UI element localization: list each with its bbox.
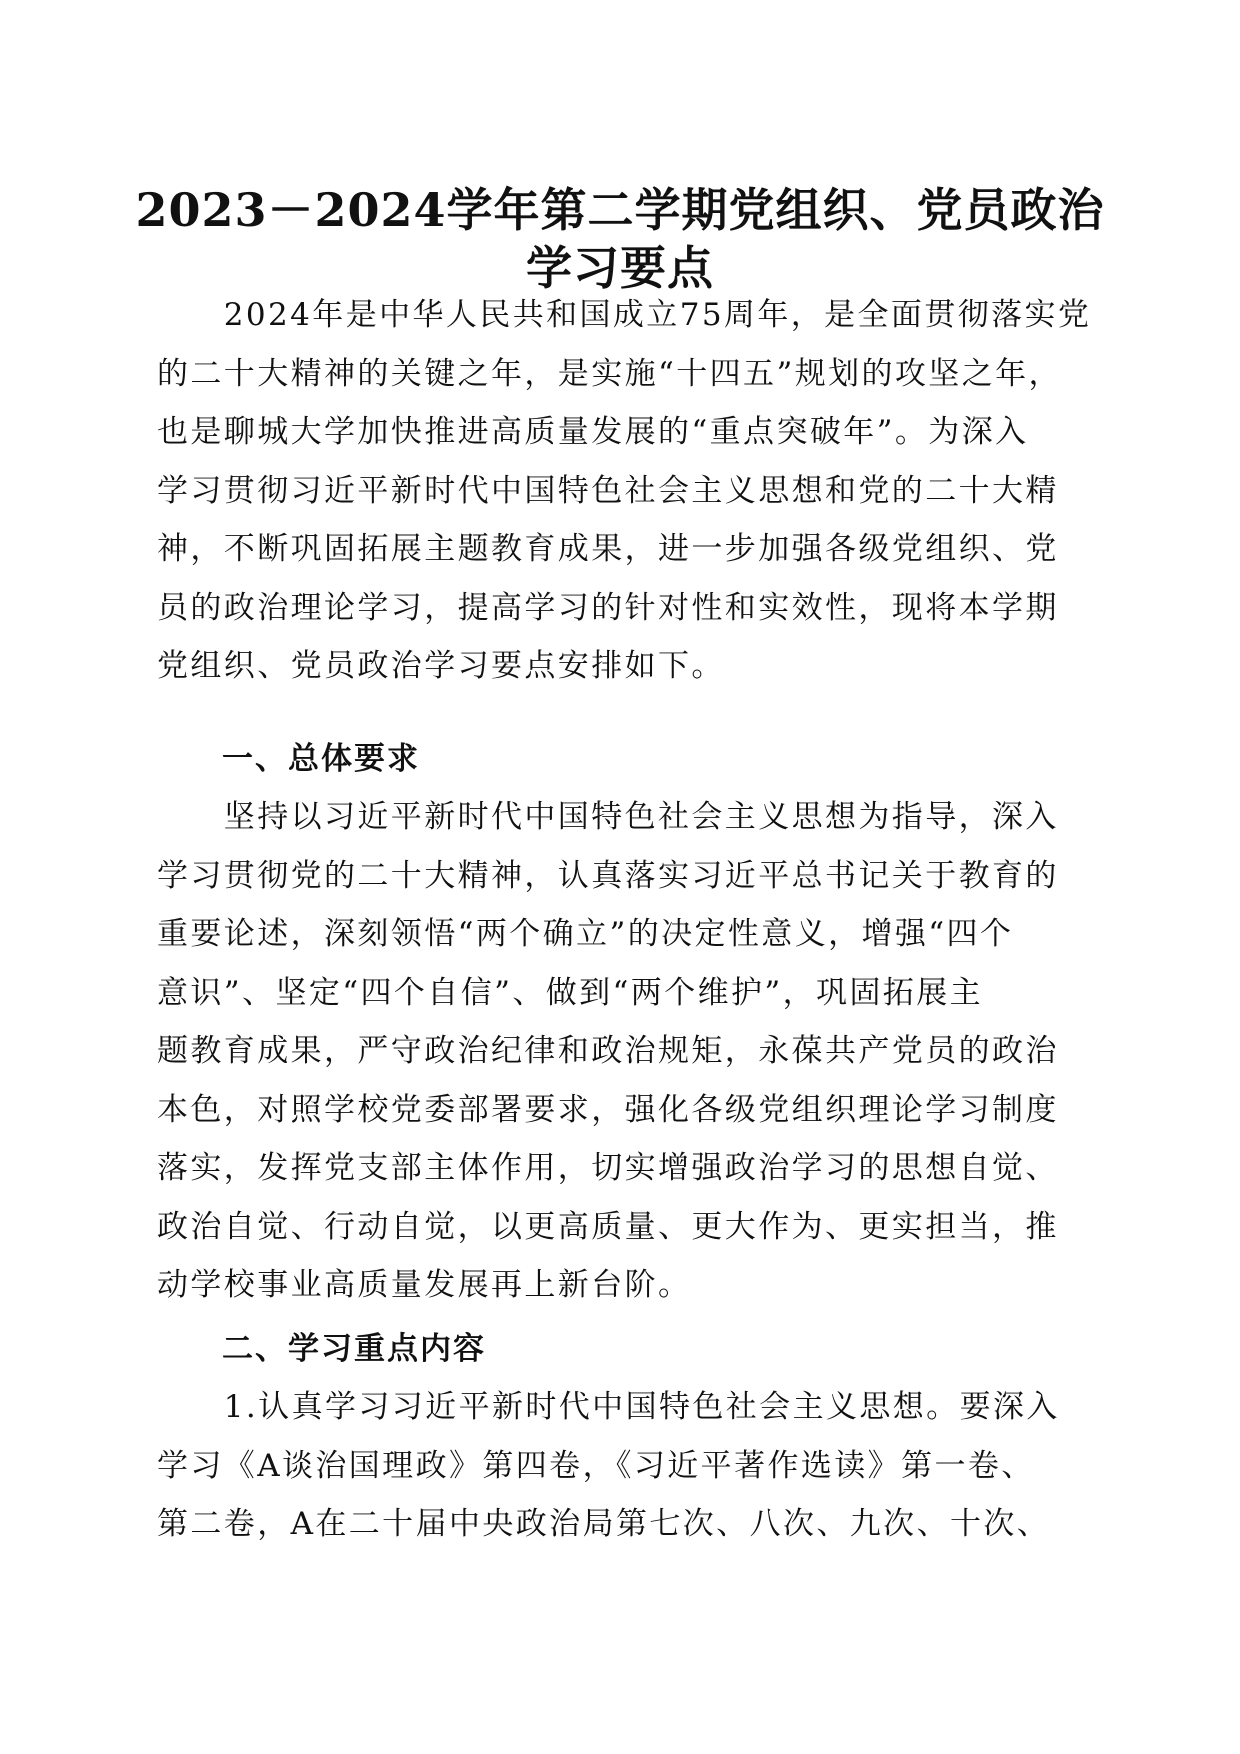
section-1-line: 落实，发挥党支部主体作用，切实增强政治学习的思想自觉、: [157, 1150, 1059, 1186]
section-1-line: 学习贯彻党的二十大精神，认真落实习近平总书记关于教育的: [157, 857, 1059, 894]
section-1-heading: 一、总体要求: [222, 741, 420, 777]
document-title-line-2: 学习要点: [526, 241, 714, 295]
section-2-heading: 二、学习重点内容: [222, 1331, 486, 1367]
intro-line: 2024年是中华人民共和国成立75周年，是全面贯彻落实党: [157, 297, 1092, 333]
section-1-line: 动学校事业高质量发展再上新台阶。: [157, 1267, 692, 1303]
intro-line: 员的政治理论学习，提高学习的针对性和实效性，现将本学期: [157, 589, 1059, 626]
section-1-paragraph: [157, 788, 1092, 1315]
intro-line: 党组织、党员政治学习要点安排如下。: [157, 648, 725, 684]
section-1-line: 政治自觉、行动自觉，以更高质量、更大作为、更实担当，推: [157, 1208, 1059, 1245]
section-2-line: 1.认真学习习近平新时代中国特色社会主义思想。要深入: [157, 1389, 1060, 1425]
section-2-paragraph: [157, 1378, 1092, 1554]
intro-line: 也是聊城大学加快推进高质量发展的“重点突破年”。为深入: [157, 414, 1029, 450]
section-1-line: 重要论述，深刻领悟“两个确立”的决定性意义，增强“四个: [157, 916, 1014, 952]
section-1-line: 坚持以习近平新时代中国特色社会主义思想为指导，深入: [157, 799, 1059, 835]
intro-line: 学习贯彻习近平新时代中国特色社会主义思想和党的二十大精: [157, 472, 1059, 509]
intro-line: 的二十大精神的关键之年，是实施“十四五”规划的攻坚之年，: [157, 355, 1062, 392]
section-2-line: 学习《A谈治国理政》第四卷，《习近平著作选读》第一卷、: [157, 1447, 1035, 1484]
document-title-line-1: 2023－2024学年第二学期党组织、党员政治: [135, 183, 1105, 237]
section-1-line: 本色，对照学校党委部署要求，强化各级党组织理论学习制度: [157, 1091, 1059, 1128]
section-1-line: 意识”、坚定“四个自信”、做到“两个维护”，巩固拓展主: [157, 974, 984, 1011]
section-2-line: 第二卷，A在二十届中央政治局第七次、八次、九次、十次、: [157, 1506, 1051, 1542]
intro-paragraph: [157, 286, 1092, 696]
section-1-line: 题教育成果，严守政治纪律和政治规矩，永葆共产党员的政治: [157, 1033, 1059, 1069]
intro-line: 神，不断巩固拓展主题教育成果，进一步加强各级党组织、党: [157, 531, 1059, 567]
